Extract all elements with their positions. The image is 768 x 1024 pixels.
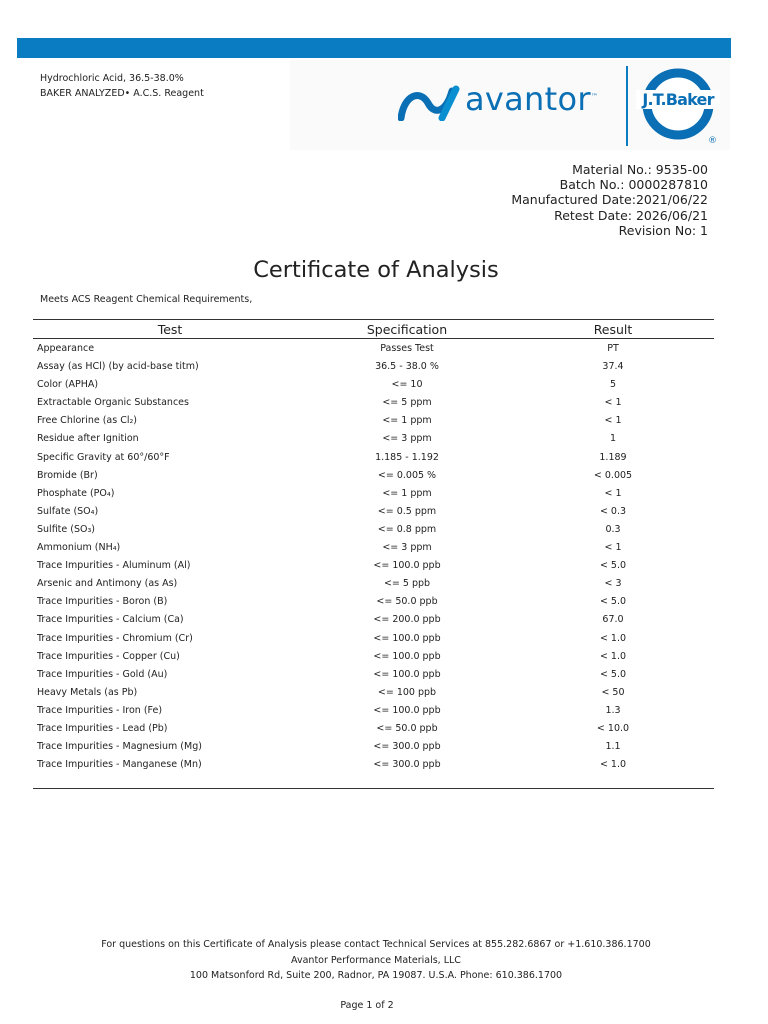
page-number: Page 1 of 2 (340, 1000, 394, 1011)
cell-test: Appearance (37, 343, 95, 354)
cell-test: Free Chlorine (as Cl₂) (37, 415, 138, 427)
cell-specification: <= 3 ppm (382, 542, 432, 554)
table-row (33, 522, 714, 540)
retest-date: Retest Date: 2026/06/21 (554, 207, 708, 223)
cell-test: Arsenic and Antimony (as As) (37, 578, 178, 590)
cell-specification: <= 50.0 ppb (376, 596, 438, 608)
cell-test: Extractable Organic Substances (37, 397, 189, 409)
footer-company: Avantor Performance Materials, LLC (291, 954, 461, 966)
header-color-bar (17, 38, 731, 58)
column-header-specification: Specification (366, 322, 448, 337)
registered-mark: ® (708, 136, 717, 146)
cell-test: Color (APHA) (37, 379, 99, 391)
results-table (33, 341, 714, 775)
cell-specification: <= 100.0 ppb (373, 668, 441, 680)
cell-specification: <= 0.8 ppm (377, 523, 437, 535)
cell-specification: <= 50.0 ppb (376, 722, 438, 734)
cell-result: 0.3 (605, 523, 621, 535)
cell-result: < 1.0 (599, 759, 627, 771)
column-header-test: Test (157, 322, 183, 337)
cell-result: 1.1 (605, 741, 621, 753)
table-row (33, 468, 714, 486)
footer-address: 100 Matsonford Rd, Suite 200, Radnor, PA 19087. U.S.A. Phone: 610.386.1700 (189, 970, 563, 981)
cell-test: Residue after Ignition (37, 433, 139, 445)
table-row (33, 486, 714, 504)
cell-specification: <= 5 ppb (383, 578, 431, 590)
cell-test: Heavy Metals (as Pb) (37, 686, 138, 698)
avantor-logo-icon (398, 85, 462, 121)
cell-result: 1 (609, 433, 617, 445)
cell-test: Trace Impurities - Manganese (Mn) (37, 759, 202, 771)
cell-test: Trace Impurities - Calcium (Ca) (37, 614, 184, 626)
cell-specification: <= 1 ppm (382, 415, 432, 427)
manufactured-date: Manufactured Date:2021/06/22 (511, 192, 708, 208)
batch-number: Batch No.: 0000287810 (559, 177, 708, 193)
cell-result: < 50 (601, 686, 625, 698)
cell-test: Bromide (Br) (37, 469, 98, 481)
cell-specification: <= 200.0 ppb (373, 614, 441, 626)
cell-specification: <= 0.005 % (377, 469, 437, 481)
requirements-statement: Meets ACS Reagent Chemical Requirements, (40, 294, 253, 305)
cell-result: < 1.0 (599, 650, 627, 662)
cell-result: 37.4 (602, 361, 624, 373)
cell-result: < 0.3 (599, 505, 627, 517)
cell-test: Phosphate (PO₄) (37, 487, 115, 499)
table-row (33, 377, 714, 395)
product-grade: BAKER ANALYZED• A.C.S. Reagent (40, 88, 204, 99)
cell-test: Trace Impurities - Gold (Au) (37, 668, 168, 680)
cell-specification: <= 1 ppm (382, 487, 432, 499)
cell-result: 1.3 (605, 704, 621, 716)
cell-result: < 1 (604, 415, 622, 427)
product-name: Hydrochloric Acid, 36.5-38.0% (40, 73, 184, 84)
cell-test: Trace Impurities - Iron (Fe) (37, 704, 163, 716)
table-row (33, 504, 714, 522)
cell-specification: <= 100 ppb (377, 686, 437, 698)
cell-result: < 5.0 (599, 668, 627, 680)
cell-test: Sulfate (SO₄) (37, 505, 99, 517)
table-row (33, 341, 714, 359)
table-row (33, 685, 714, 703)
table-row (33, 413, 714, 431)
logo-divider (626, 66, 628, 146)
product-description (40, 71, 204, 101)
table-bottom-rule (33, 788, 714, 789)
page-title: Certificate of Analysis (253, 257, 499, 283)
cell-result: 1.189 (599, 451, 627, 463)
table-row (33, 612, 714, 630)
cell-specification: <= 100.0 ppb (373, 632, 441, 644)
table-top-rule (33, 319, 714, 320)
cell-result: < 1 (604, 542, 622, 554)
cell-test: Specific Gravity at 60°/60°F (37, 451, 170, 463)
cell-result: 5 (609, 379, 617, 391)
cell-result: < 10.0 (596, 722, 630, 734)
table-row (33, 558, 714, 576)
table-row (33, 631, 714, 649)
table-row (33, 450, 714, 468)
cell-specification: 1.185 - 1.192 (375, 451, 439, 463)
table-row (33, 594, 714, 612)
avantor-logo-text: avantor™ (465, 80, 599, 118)
table-row (33, 703, 714, 721)
cell-specification: <= 3 ppm (382, 433, 432, 445)
table-row (33, 431, 714, 449)
cell-specification: <= 100.0 ppb (373, 704, 441, 716)
cell-specification: <= 0.5 ppm (377, 505, 437, 517)
table-row (33, 649, 714, 667)
jtbaker-logo-text: J.T.Baker (636, 90, 720, 109)
cell-test: Assay (as HCl) (by acid-base titm) (37, 361, 199, 373)
cell-result: < 5.0 (599, 596, 627, 608)
cell-test: Ammonium (NH₄) (37, 542, 121, 554)
cell-test: Trace Impurities - Boron (B) (37, 596, 168, 608)
cell-test: Sulfite (SO₃) (37, 523, 95, 535)
footer (0, 937, 752, 984)
cell-result: < 3 (604, 578, 622, 590)
cell-test: Trace Impurities - Chromium (Cr) (37, 632, 193, 644)
cell-test: Trace Impurities - Copper (Cu) (37, 650, 180, 662)
table-row (33, 757, 714, 775)
table-row (33, 576, 714, 594)
cell-result: < 5.0 (599, 560, 627, 572)
table-row (33, 721, 714, 739)
table-row (33, 395, 714, 413)
table-header-rule (33, 338, 714, 339)
table-row (33, 359, 714, 377)
column-header-result: Result (593, 322, 633, 337)
table-row (33, 667, 714, 685)
cell-result: PT (607, 343, 619, 354)
cell-specification: <= 300.0 ppb (373, 759, 441, 771)
cell-specification: <= 300.0 ppb (373, 741, 441, 753)
document-meta (511, 162, 708, 238)
cell-specification: <= 5 ppm (382, 397, 432, 409)
cell-specification: 36.5 - 38.0 % (375, 361, 439, 373)
cell-specification: <= 10 (391, 379, 423, 391)
cell-test: Trace Impurities - Magnesium (Mg) (37, 741, 202, 753)
material-number: Material No.: 9535-00 (572, 162, 708, 177)
table-row (33, 739, 714, 757)
cell-result: 67.0 (602, 614, 624, 626)
table-row (33, 540, 714, 558)
cell-test: Trace Impurities - Aluminum (Al) (37, 560, 191, 572)
cell-specification: <= 100.0 ppb (373, 560, 441, 572)
cell-result: < 1.0 (599, 632, 627, 644)
cell-result: < 0.005 (593, 469, 633, 481)
revision-number: Revision No: 1 (618, 222, 708, 238)
cell-specification: Passes Test (380, 343, 434, 354)
cell-test: Trace Impurities - Lead (Pb) (37, 722, 168, 734)
cell-result: < 1 (604, 397, 622, 409)
cell-result: < 1 (604, 487, 622, 499)
footer-contact: For questions on this Certificate of Analysis please contact Technical Services at 855.282.6867 or +1.610.386.1700 (101, 939, 651, 950)
cell-specification: <= 100.0 ppb (373, 650, 441, 662)
